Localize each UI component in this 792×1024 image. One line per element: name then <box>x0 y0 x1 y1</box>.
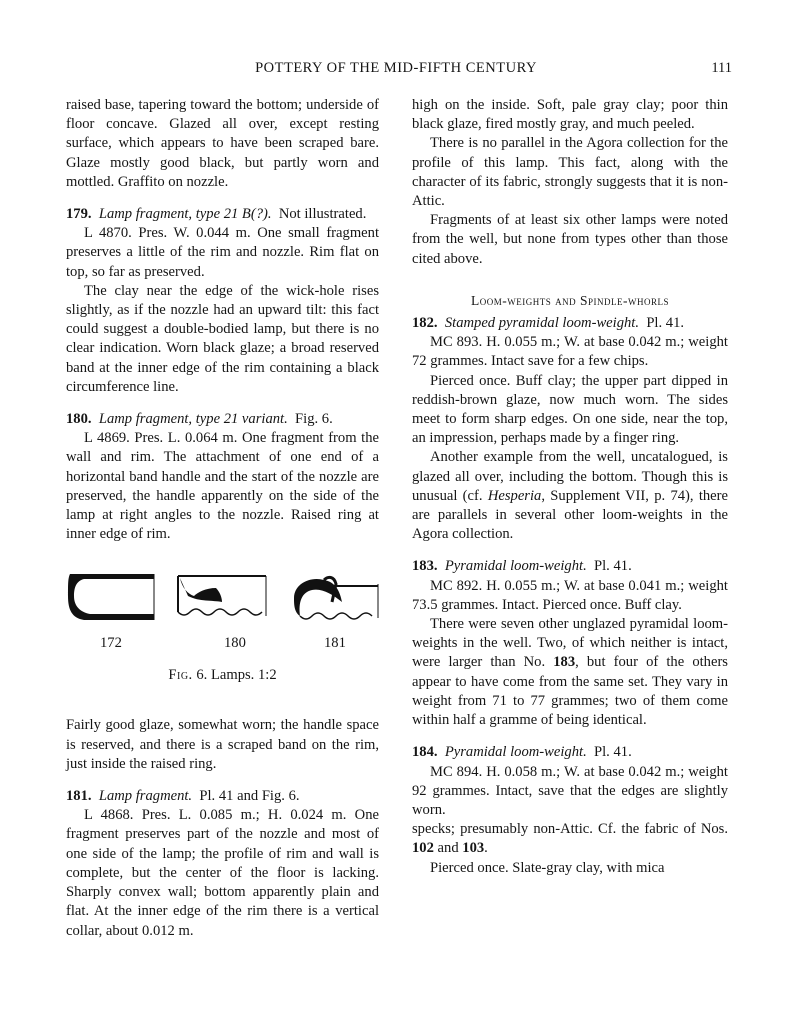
catalogue-entry-181 <box>66 787 379 941</box>
entry-reference: Fig. 6. <box>295 411 333 428</box>
entry-description: MC 892. H. 0.055 m.; W. at base 0.041 m.; weight 73.5 grammes. Intact. Pierced once. Buff clay. <box>412 577 728 613</box>
paragraph: Fragments of at least six other lamps were noted from the well, but none from types other than those cited above. <box>412 212 728 267</box>
figure-caption: Fig. 6. Lamps. 1:2 <box>168 667 277 684</box>
entry-heading <box>66 787 379 806</box>
entry-description: L 4870. Pres. W. 0.044 m. One small fragment preserves a little of the rim and nozzle. Rim flat on top, so far as preserved. <box>66 225 379 280</box>
catalogue-entry-179 <box>66 205 379 397</box>
entry-title: Lamp fragment, type 21 B(?). <box>98 206 272 223</box>
entry-heading <box>412 314 728 333</box>
entry-title: Lamp fragment, type 21 variant. <box>98 411 288 428</box>
entry-title: Pyramidal loom-weight. <box>444 558 587 575</box>
figure-label-180: 180 <box>224 635 246 652</box>
entry-reference: Pl. 41 and Fig. 6. <box>199 788 300 805</box>
entry-title: Pyramidal loom-weight. <box>444 744 587 761</box>
figure-label-172: 172 <box>100 635 122 652</box>
page-number: 111 <box>711 60 732 76</box>
entry-number: 184. <box>412 744 438 761</box>
entry-commentary: Pierced once. Slate-gray clay, with mica <box>430 859 665 876</box>
cross-reference: 102 <box>412 840 434 857</box>
entry-commentary: There were seven other unglazed pyramidal loom-weights in the well. Two, of which neither is intact, were larger than No. 183, but four of the others appear to have come from the same set. They vary in weight from 71 to 77 grammes; two of them come within half a gramme of being identical. <box>412 616 728 729</box>
journal-title: Hesperia <box>487 487 542 504</box>
left-column <box>66 96 379 941</box>
entry-number: 183. <box>412 558 438 575</box>
right-column <box>412 96 728 878</box>
entry-description: MC 893. H. 0.055 m.; W. at base 0.042 m.; weight 72 grammes. Intact save for a few chips. <box>412 334 728 370</box>
entry-number: 182. <box>412 315 438 332</box>
entry-heading <box>412 557 728 576</box>
figure-label-181: 181 <box>324 635 346 652</box>
entry-heading <box>66 205 379 224</box>
entry-number: 180. <box>66 411 92 428</box>
entry-reference: Pl. 41. <box>594 744 632 761</box>
entry-commentary: Another example from the well, uncatalogued, is glazed all over, including the bottom. Though this is unusual (cf. Hesperia, Supplement VII, p. 74), there are parallels in several other loom-weights in the Agora collection. <box>412 449 728 543</box>
catalogue-entry-184 <box>412 743 728 877</box>
entry-number: 181. <box>66 788 92 805</box>
catalogue-entry-182 <box>412 314 728 544</box>
entry-reference: Not illustrated. <box>278 206 367 223</box>
entry-commentary: specks; presumably non-Attic. Cf. the fabric of Nos. 102 and 103. <box>412 821 728 857</box>
cross-reference: 183 <box>553 654 576 671</box>
lamp-profile-180 <box>178 576 266 616</box>
paragraph: There is no parallel in the Agora collection for the profile of this lamp. This fact, along with the character of its fabric, strongly suggests that it is non-Attic. <box>412 135 728 210</box>
lamp-profiles-drawing <box>66 572 379 634</box>
entry-description: L 4868. Pres. L. 0.085 m.; H. 0.024 m. One fragment preserves part of the nozzle and most of one side of the lamp; the profile of rim and wall is complete, but the center of the floor is lacking. Sharply convex wall; bottom apparently plain and flat. At the inner edge of the rim there is a vertical collar, about 0.012 m. <box>66 807 379 939</box>
entry-description: MC 894. H. 0.058 m.; W. at base 0.042 m.; weight 92 grammes. Intact, save that the edges are slightly worn. <box>412 763 728 818</box>
figure-6 <box>66 566 379 716</box>
entry-description: L 4869. Pres. L. 0.064 m. One fragment from the wall and rim. The attachment of one end of a horizontal band handle and the start of the nozzle are preserved, the handle apparently on the side of the lamp at right angles to the nozzle. Raised ring at inner edge of rim. <box>66 430 379 543</box>
catalogue-entry-183 <box>412 557 728 730</box>
entry-heading <box>412 743 728 762</box>
catalogue-entry-180 <box>66 410 379 544</box>
entry-reference: Pl. 41. <box>646 315 685 332</box>
cross-reference: 103 <box>462 840 485 857</box>
paragraph: Fairly good glaze, somewhat worn; the handle space is reserved, and there is a scraped band on the rim, just inside the raised ring. <box>66 717 379 772</box>
section-heading: Loom-weights and Spindle-whorls <box>471 292 669 308</box>
entry-number: 179. <box>66 206 92 223</box>
entry-commentary: The clay near the edge of the wick-hole rises slightly, as if the nozzle had an upward tilt: this fact could suggest a double-bodied lamp, but there is no clear indication. Worn black glaze; a broad reserved band at the inner edge of the rim containing a black circumference line. <box>66 282 379 395</box>
entry-heading <box>66 410 379 429</box>
continued-paragraph: high on the inside. Soft, pale gray clay; poor thin black glaze, fired mostly gray, and much peeled. <box>412 97 728 133</box>
entry-title: Stamped pyramidal loom-weight. <box>444 315 640 332</box>
entry-commentary: Pierced once. Buff clay; the upper part dipped in reddish-brown glaze, now much worn. The sides meet to form sharp edges. On one side, near the top, an impression, perhaps made by a finger ring. <box>412 372 728 447</box>
entry-reference: Pl. 41. <box>594 558 632 575</box>
running-header <box>0 60 792 80</box>
lamp-profile-172 <box>68 574 154 620</box>
running-title: POTTERY OF THE MID-FIFTH CENTURY <box>255 60 537 76</box>
lamp-profile-181 <box>294 578 378 620</box>
continued-paragraph: raised base, tapering toward the bottom; underside of floor concave. Glazed all over, except resting surface, which appears to have been scraped bare. Glaze mostly good black, but partly worn and mottled. Graffito on nozzle. <box>66 97 379 190</box>
entry-title: Lamp fragment. <box>98 788 193 805</box>
